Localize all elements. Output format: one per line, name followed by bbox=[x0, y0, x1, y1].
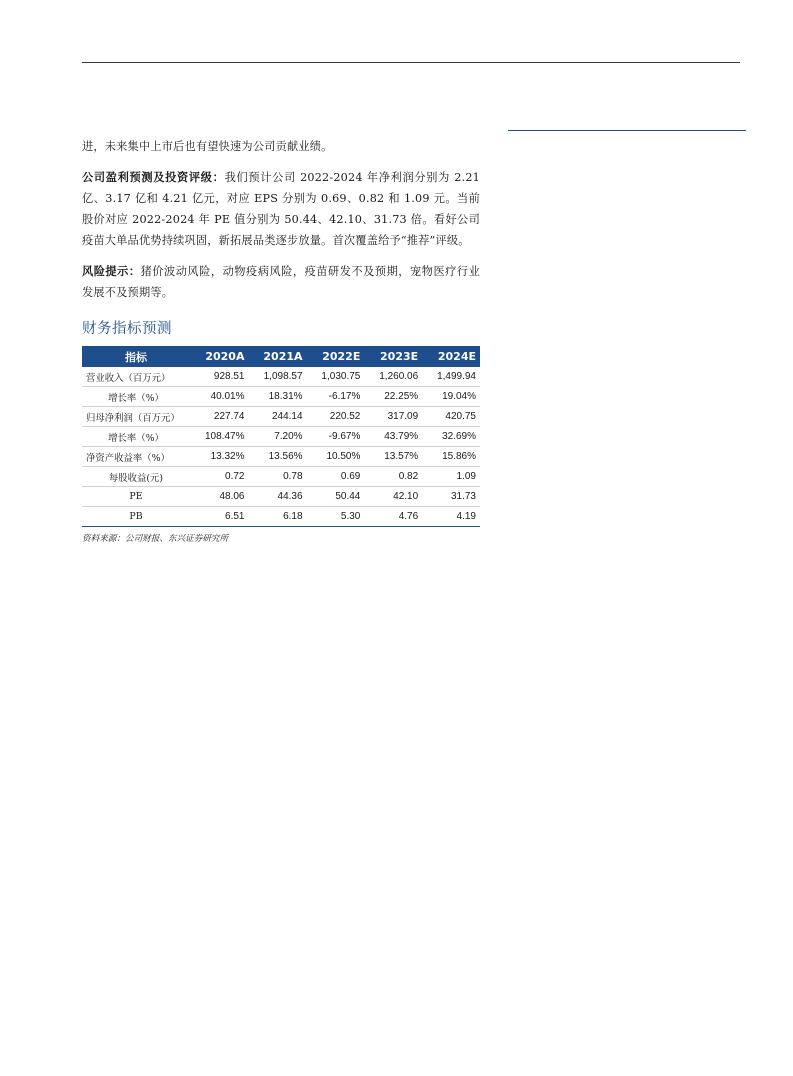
sidebar-rule bbox=[508, 130, 746, 131]
table-cell: 31.73 bbox=[422, 487, 480, 507]
intro-paragraph bbox=[82, 136, 480, 157]
table-cell: 928.51 bbox=[190, 367, 248, 387]
table-row bbox=[82, 447, 480, 467]
row-label: PB bbox=[82, 507, 190, 527]
table-row bbox=[82, 467, 480, 487]
table-cell: 13.57% bbox=[364, 447, 422, 467]
table-cell: 19.04% bbox=[422, 387, 480, 407]
table-cell: 1,098.57 bbox=[248, 367, 306, 387]
table-cell: 227.74 bbox=[190, 407, 248, 427]
table-cell: 0.78 bbox=[248, 467, 306, 487]
table-cell: 1.09 bbox=[422, 467, 480, 487]
table-cell: 10.50% bbox=[307, 447, 365, 467]
table-cell: 1,030.75 bbox=[307, 367, 365, 387]
table-cell: 244.14 bbox=[248, 407, 306, 427]
table-cell: 15.86% bbox=[422, 447, 480, 467]
table-cell: 1,260.06 bbox=[364, 367, 422, 387]
table-cell: 0.82 bbox=[364, 467, 422, 487]
table-cell: 13.32% bbox=[190, 447, 248, 467]
row-label: 增长率（%） bbox=[82, 387, 190, 407]
header-cell: 2020A bbox=[190, 346, 248, 367]
table-cell: -6.17% bbox=[307, 387, 365, 407]
row-label: 增长率（%） bbox=[82, 427, 190, 447]
table-cell: 108.47% bbox=[190, 427, 248, 447]
risk-text: 猪价波动风险，动物疫病风险，疫苗研发不及预期，宠物医疗行业发展不及预期等。 bbox=[82, 265, 480, 299]
intro-text: 进，未来集中上市后也有望快速为公司贡献业绩。 bbox=[82, 140, 333, 153]
row-label: 净资产收益率（%） bbox=[82, 447, 190, 467]
forecast-paragraph bbox=[82, 167, 480, 251]
row-label: 每股收益(元) bbox=[82, 467, 190, 487]
table-cell: 43.79% bbox=[364, 427, 422, 447]
table-row bbox=[82, 407, 480, 427]
table-body bbox=[82, 367, 480, 527]
table-cell: 13.56% bbox=[248, 447, 306, 467]
forecast-heading: 公司盈利预测及投资评级： bbox=[82, 170, 225, 184]
forecast-text: 我们预计公司 2022-2024 年净利润分别为 2.21 亿、3.17 亿和 4.21 亿元，对应 EPS 分别为 0.69、0.82 和 1.09 元。当前股价对应 2022-2024 年 PE 值分别为 50.44、42.10、31.73 倍。看好公司疫苗大单品优势持续巩固，新拓展品类逐步放量。首次覆盖给予“推荐”评级。 bbox=[82, 171, 481, 247]
table-cell: 0.72 bbox=[190, 467, 248, 487]
risk-paragraph bbox=[82, 261, 480, 303]
table-cell: 0.69 bbox=[307, 467, 365, 487]
table-header-row bbox=[82, 346, 480, 367]
table-cell: 4.76 bbox=[364, 507, 422, 527]
table-cell: 220.52 bbox=[307, 407, 365, 427]
main-column bbox=[82, 136, 480, 544]
table-cell: 5.30 bbox=[307, 507, 365, 527]
table-row bbox=[82, 507, 480, 527]
row-label: 归母净利润（百万元） bbox=[82, 407, 190, 427]
table-row bbox=[82, 487, 480, 507]
table-row bbox=[82, 367, 480, 387]
header-cell: 2022E bbox=[307, 346, 365, 367]
table-cell: 7.20% bbox=[248, 427, 306, 447]
table-cell: 40.01% bbox=[190, 387, 248, 407]
header-cell: 2021A bbox=[248, 346, 306, 367]
header-cell: 指标 bbox=[82, 346, 190, 367]
table-cell: 18.31% bbox=[248, 387, 306, 407]
table-cell: 44.36 bbox=[248, 487, 306, 507]
table-cell: 32.69% bbox=[422, 427, 480, 447]
table-cell: 4.19 bbox=[422, 507, 480, 527]
row-label: PE bbox=[82, 487, 190, 507]
table-cell: 6.18 bbox=[248, 507, 306, 527]
table-cell: -9.67% bbox=[307, 427, 365, 447]
header-cell: 2024E bbox=[422, 346, 480, 367]
table-cell: 317.09 bbox=[364, 407, 422, 427]
header-rule bbox=[82, 62, 740, 63]
header-cell: 2023E bbox=[364, 346, 422, 367]
table-cell: 48.06 bbox=[190, 487, 248, 507]
table-cell: 42.10 bbox=[364, 487, 422, 507]
row-label: 营业收入（百万元） bbox=[82, 367, 190, 387]
table-row bbox=[82, 387, 480, 407]
section-title: 财务指标预测 bbox=[82, 321, 172, 337]
financial-forecast-table bbox=[82, 346, 480, 527]
source-note: 资料来源：公司财报、东兴证券研究所 bbox=[82, 534, 229, 544]
table-row bbox=[82, 427, 480, 447]
table-cell: 420.75 bbox=[422, 407, 480, 427]
table-cell: 1,499.94 bbox=[422, 367, 480, 387]
risk-heading: 风险提示： bbox=[82, 264, 141, 278]
table-cell: 22.25% bbox=[364, 387, 422, 407]
table-cell: 50.44 bbox=[307, 487, 365, 507]
table-cell: 6.51 bbox=[190, 507, 248, 527]
